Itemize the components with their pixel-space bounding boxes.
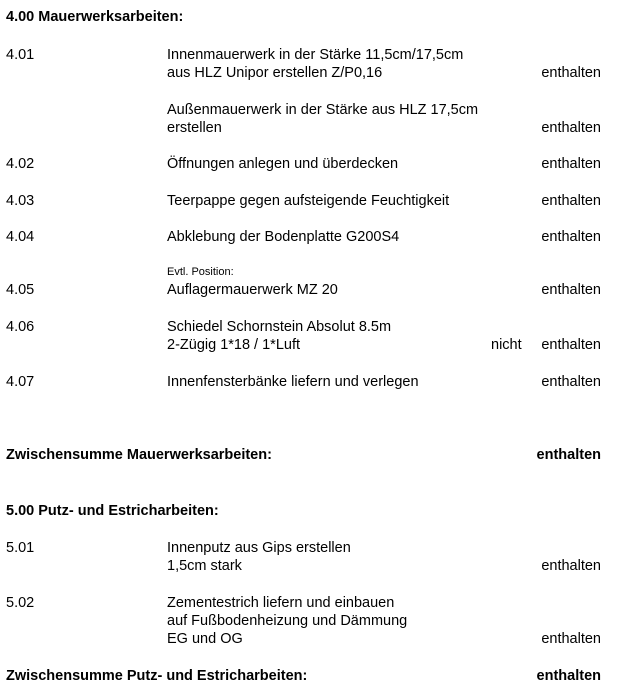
item-description-line: Schiedel Schornstein Absolut 8.5m (167, 319, 392, 335)
item-status: enthalten (541, 337, 601, 353)
item-status: enthalten (541, 120, 601, 136)
item-status: enthalten (541, 282, 601, 298)
item-description-line: Abklebung der Bodenplatte G200S4 (167, 229, 400, 245)
item-number: 5.01 (6, 540, 35, 556)
item-description-line: Teerpappe gegen aufsteigende Feuchtigkeit (167, 193, 450, 209)
item-number: 4.05 (6, 282, 35, 298)
subtotal-label: Zwischensumme Mauerwerksarbeiten: (6, 447, 272, 463)
item-status: enthalten (541, 374, 601, 390)
item-description-line: Zementestrich liefern und einbauen (167, 595, 395, 611)
item-description-line: auf Fußbodenheizung und Dämmung (167, 613, 408, 629)
subtotal-status: enthalten (536, 447, 601, 463)
item-description-line: 2-Zügig 1*18 / 1*Luft (167, 337, 301, 353)
item-description-line: Auflagermauerwerk MZ 20 (167, 282, 338, 298)
item-description-line: Innenmauerwerk in der Stärke 11,5cm/17,5cm (167, 47, 464, 63)
item-number: 4.03 (6, 193, 35, 209)
item-description-line: aus HLZ Unipor erstellen Z/P0,16 (167, 65, 383, 81)
subtotal-status: enthalten (536, 668, 601, 684)
item-description-line: 1,5cm stark (167, 558, 242, 574)
subtotal-label: Zwischensumme Putz- und Estricharbeiten: (6, 668, 308, 684)
item-number: 4.01 (6, 47, 35, 63)
section-5-heading: 5.00 Putz- und Estricharbeiten: (6, 503, 219, 519)
item-note: Evtl. Position: (167, 266, 234, 278)
item-status: enthalten (541, 558, 601, 574)
item-description-line: erstellen (167, 120, 222, 136)
section-4-heading: 4.00 Mauerwerksarbeiten: (6, 9, 184, 25)
item-number: 4.04 (6, 229, 35, 245)
item-number: 4.07 (6, 374, 35, 390)
item-description-line: Öffnungen anlegen und überdecken (167, 156, 399, 172)
item-number: 4.06 (6, 319, 35, 335)
item-description-line: Innenfensterbänke liefern und verlegen (167, 374, 419, 390)
item-status: enthalten (541, 156, 601, 172)
item-status: enthalten (541, 65, 601, 81)
item-number: 5.02 (6, 595, 35, 611)
item-status-prefix: nicht (491, 337, 522, 353)
item-description-line: Innenputz aus Gips erstellen (167, 540, 351, 556)
item-number: 4.02 (6, 156, 35, 172)
item-description-line: EG und OG (167, 631, 243, 647)
item-status: enthalten (541, 193, 601, 209)
item-description-line: Außenmauerwerk in der Stärke aus HLZ 17,5cm (167, 102, 479, 118)
item-status: enthalten (541, 229, 601, 245)
item-status: enthalten (541, 631, 601, 647)
